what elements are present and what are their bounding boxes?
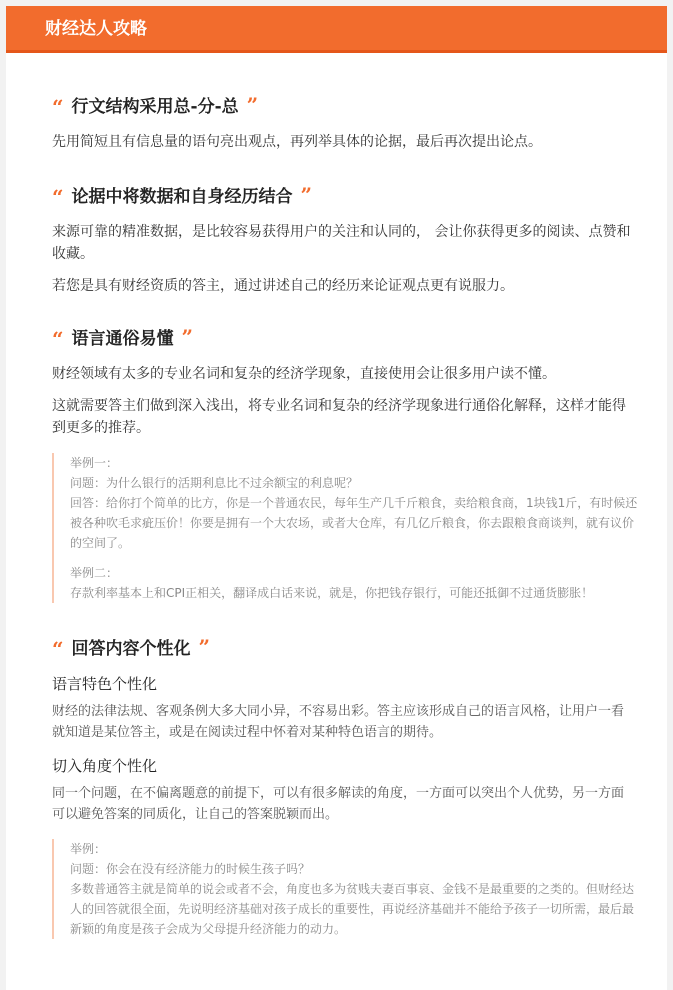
section-title: 论据中将数据和自身经历结合 <box>71 187 293 207</box>
section-paragraph: 这就需要答主们做到深入浅出，将专业名词和复杂的经济学现象进行通俗化解释，这样才能得到更多的推荐。 <box>52 398 626 436</box>
example-label: 举例： <box>70 842 107 856</box>
quote-close-icon: ” <box>246 93 259 117</box>
section-title-row <box>52 637 667 661</box>
header-title: 财经达人攻略 <box>45 19 147 39</box>
quote-open-icon: “ <box>52 185 64 209</box>
section-title: 回答内容个性化 <box>71 639 191 659</box>
section-plain-language <box>52 327 667 603</box>
quote-open-icon: “ <box>52 95 64 119</box>
section-structure <box>52 95 667 153</box>
section-title: 行文结构采用总-分-总 <box>71 97 239 117</box>
section-paragraph: 来源可靠的精准数据，是比较容易获得用户的关注和认同的， 会让你获得更多的阅读、点赞和收藏。 <box>52 224 631 262</box>
quote-close-icon: ” <box>181 325 194 349</box>
example-block <box>52 839 642 939</box>
example-text: 存款利率基本上和CPI正相关，翻译成白话来说，就是，你把钱存银行，可能还抵御不过通货膨胀！ <box>70 586 594 600</box>
example-label: 举例一： <box>70 456 119 470</box>
quote-close-icon: ” <box>300 183 313 207</box>
header-bar <box>6 6 667 53</box>
example-label: 举例二： <box>70 566 119 580</box>
subsection-paragraph: 财经的法律法规、客观条例大多大同小异，不容易出彩。答主应该形成自己的语言风格，让用户一看就知道是某位答主，或是在阅读过程中怀着对某种特色语言的期待。 <box>52 704 625 740</box>
quote-close-icon: ” <box>198 635 211 659</box>
example-block <box>52 453 642 603</box>
section-paragraph: 先用简短且有信息量的语句亮出观点，再列举具体的论据，最后再次提出论点。 <box>52 134 542 150</box>
example-question: 问题：为什么银行的活期利息比不过余额宝的利息呢？ <box>70 476 359 490</box>
section-title-row <box>52 95 667 119</box>
quote-open-icon: “ <box>52 637 64 661</box>
subsection-paragraph: 同一个问题，在不偏离题意的前提下，可以有很多解读的角度，一方面可以突出个人优势，另一方面可以避免答案的同质化，让自己的答案脱颖而出。 <box>52 786 625 822</box>
subsection-title: 语言特色个性化 <box>52 675 158 693</box>
subsection-title: 切入角度个性化 <box>52 757 158 775</box>
section-title: 语言通俗易懂 <box>71 329 174 349</box>
section-title-row <box>52 327 667 351</box>
section-personalization <box>52 637 667 939</box>
quote-open-icon: “ <box>52 327 64 351</box>
example-answer: 回答：给你打个简单的比方，你是一个普通农民，每年生产几千斤粮食，卖给粮食商，1块钱1斤，有时候还被各种吹毛求疵压价！你要是拥有一个大农场，或者大仓库，有几亿斤粮食，你去跟粮食商谈判，就有议价的空间了。 <box>70 496 638 550</box>
section-paragraph: 财经领域有太多的专业名词和复杂的经济学现象，直接使用会让很多用户读不懂。 <box>52 366 556 382</box>
section-evidence <box>52 185 667 297</box>
example-question: 问题：你会在没有经济能力的时候生孩子吗？ <box>70 862 311 876</box>
content-card <box>6 53 667 990</box>
section-paragraph: 若您是具有财经资质的答主，通过讲述自己的经历来论证观点更有说服力。 <box>52 278 514 294</box>
section-title-row <box>52 185 667 209</box>
example-answer: 多数普通答主就是简单的说会或者不会，角度也多为贫贱夫妻百事哀、金钱不是最重要的之类的。但财经达人的回答就很全面，先说明经济基础对孩子成长的重要性，再说经济基础并不能给予孩子一切所需，最后最新颖的角度是孩子会成为父母提升经济能力的动力。 <box>70 882 635 936</box>
